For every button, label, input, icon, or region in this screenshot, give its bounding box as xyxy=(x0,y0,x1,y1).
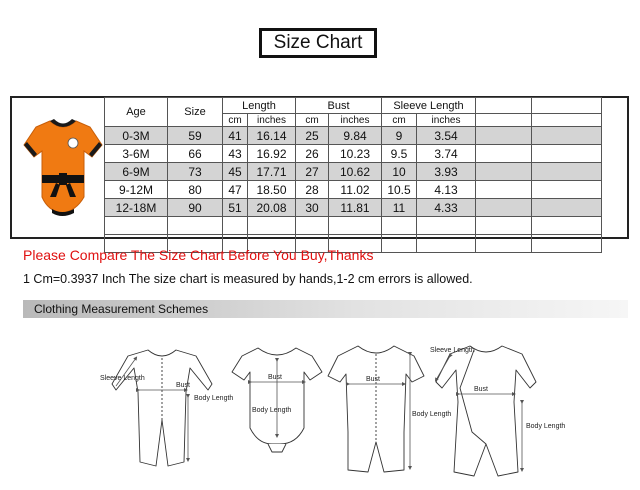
romper-photo xyxy=(22,113,104,219)
empty-cell xyxy=(476,114,532,127)
compare-notice: Please Compare The Size Chart Before You Buy,Thanks xyxy=(23,247,374,263)
bust-cm-cell: 30 xyxy=(296,199,329,217)
bust-label: Bust xyxy=(474,386,489,393)
length-cm-header: cm xyxy=(223,114,248,127)
empty-cell xyxy=(476,163,532,181)
empty-cell xyxy=(532,98,602,114)
table-row xyxy=(105,127,602,145)
length-inches-cell: 17.71 xyxy=(248,163,296,181)
sleeve-inches-cell: 4.33 xyxy=(417,199,476,217)
length-header: Length xyxy=(223,98,296,114)
empty-cell xyxy=(532,199,602,217)
empty-cell xyxy=(476,98,532,114)
empty-cell xyxy=(476,127,532,145)
empty-cell xyxy=(476,145,532,163)
empty-cell xyxy=(476,181,532,199)
age-cell: 12-18M xyxy=(105,199,168,217)
sleeve-cm-header: cm xyxy=(382,114,417,127)
empty-cell xyxy=(532,163,602,181)
length-cm-cell: 43 xyxy=(223,145,248,163)
bust-cm-cell: 26 xyxy=(296,145,329,163)
length-inches-cell: 16.92 xyxy=(248,145,296,163)
empty-cell xyxy=(532,181,602,199)
bust-cm-header: cm xyxy=(296,114,329,127)
length-inches-cell: 18.50 xyxy=(248,181,296,199)
bust-inches-header: inches xyxy=(329,114,382,127)
size-cell: 66 xyxy=(168,145,223,163)
measurement-diagrams xyxy=(90,332,610,482)
bust-cm-cell: 28 xyxy=(296,181,329,199)
sleeve-inches-cell: 4.13 xyxy=(417,181,476,199)
age-cell: 6-9M xyxy=(105,163,168,181)
bust-label: Bust xyxy=(268,374,283,381)
title-text: Size Chart xyxy=(273,32,363,53)
sleeve-length-label: Sleeve Length xyxy=(100,375,145,382)
size-table xyxy=(104,97,602,253)
bust-inches-cell: 10.23 xyxy=(329,145,382,163)
age-cell: 9-12M xyxy=(105,181,168,199)
length-cm-cell: 47 xyxy=(223,181,248,199)
table-row xyxy=(105,145,602,163)
bust-cm-cell: 25 xyxy=(296,127,329,145)
length-inches-cell: 16.14 xyxy=(248,127,296,145)
table-row xyxy=(105,181,602,199)
sleeve-length-label: Sleeve Length xyxy=(430,347,475,354)
body-length-label: Body Length xyxy=(252,407,292,414)
table-header-row xyxy=(105,98,602,114)
size-cell: 80 xyxy=(168,181,223,199)
empty-cell xyxy=(476,199,532,217)
bust-inches-cell: 11.81 xyxy=(329,199,382,217)
length-inches-header: inches xyxy=(248,114,296,127)
length-cm-cell: 41 xyxy=(223,127,248,145)
bust-label: Bust xyxy=(176,382,191,389)
sleeve-cm-cell: 9 xyxy=(382,127,417,145)
bust-inches-cell: 9.84 xyxy=(329,127,382,145)
bust-label: Bust xyxy=(366,376,381,383)
bust-cm-cell: 27 xyxy=(296,163,329,181)
bust-header: Bust xyxy=(296,98,382,114)
sleeve-inches-cell: 3.74 xyxy=(417,145,476,163)
bust-inches-cell: 10.62 xyxy=(329,163,382,181)
sleeve-cm-cell: 10.5 xyxy=(382,181,417,199)
empty-cell xyxy=(532,114,602,127)
length-cm-cell: 51 xyxy=(223,199,248,217)
size-cell: 73 xyxy=(168,163,223,181)
table-row xyxy=(105,163,602,181)
table-row-empty xyxy=(105,217,602,235)
table-row xyxy=(105,199,602,217)
size-chart-title xyxy=(259,28,377,58)
sleeve-inches-cell: 3.54 xyxy=(417,127,476,145)
scheme-header-label: Clothing Measurement Schemes xyxy=(34,302,209,316)
empty-cell xyxy=(532,145,602,163)
measurement-note: 1 Cm=0.3937 Inch The size chart is measured by hands,1-2 cm errors is allowed. xyxy=(23,272,473,286)
age-cell: 0-3M xyxy=(105,127,168,145)
empty-cell xyxy=(532,127,602,145)
sleeve-inches-cell: 3.93 xyxy=(417,163,476,181)
length-inches-cell: 20.08 xyxy=(248,199,296,217)
body-length-label: Body Length xyxy=(526,423,566,430)
sleeve-inches-header: inches xyxy=(417,114,476,127)
sleeve-cm-cell: 9.5 xyxy=(382,145,417,163)
age-header: Age xyxy=(105,98,168,127)
age-cell: 3-6M xyxy=(105,145,168,163)
body-length-label: Body Length xyxy=(412,411,452,418)
size-cell: 59 xyxy=(168,127,223,145)
bust-inches-cell: 11.02 xyxy=(329,181,382,199)
size-header: Size xyxy=(168,98,223,127)
length-cm-cell: 45 xyxy=(223,163,248,181)
sleeve-cm-cell: 10 xyxy=(382,163,417,181)
sleeve-length-header: Sleeve Length xyxy=(382,98,476,114)
sleeve-cm-cell: 11 xyxy=(382,199,417,217)
long-sleeve-jumpsuit-drawing xyxy=(112,350,212,466)
size-cell: 90 xyxy=(168,199,223,217)
body-length-label: Body Length xyxy=(194,395,234,402)
